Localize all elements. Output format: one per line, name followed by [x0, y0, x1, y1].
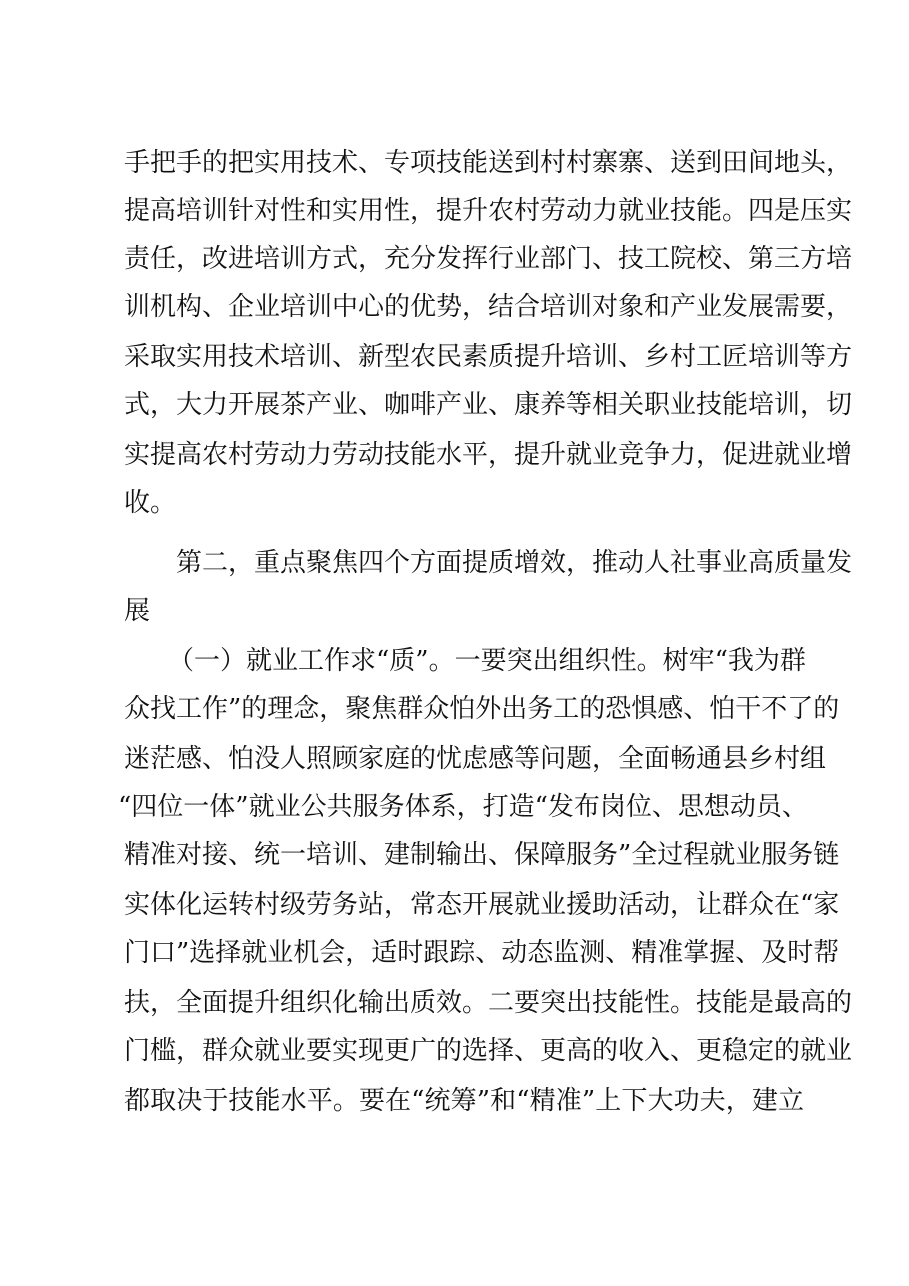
text-line: 责任，改进培训方式，充分发挥行业部门、技工院校、第三方培	[124, 244, 853, 274]
section-heading-line: 第二，重点聚焦四个方面提质增效，推动人社事业高质量发	[176, 548, 853, 578]
text-line: 提高培训针对性和实用性，提升农村劳动力就业技能。四是压实	[124, 196, 853, 226]
text-line: 门口”选择就业机会，适时跟踪、动态监测、精准掌握、及时帮	[124, 938, 840, 968]
text-line: （一）就业工作求“质”。一要突出组织性。树牢“我为群	[168, 646, 806, 676]
section-heading-line: 展	[124, 596, 151, 626]
text-line: 式，大力开展茶产业、咖啡产业、康养等相关职业技能培训，切	[124, 390, 853, 420]
text-line: 精准对接、统一培训、建制输出、保障服务”全过程就业服务链	[124, 840, 840, 870]
text-line: 收。	[124, 488, 177, 518]
text-line: “四位一体”就业公共服务体系，打造“发布岗位、思想动员、	[118, 792, 808, 822]
text-line: 采取实用技术培训、新型农民素质提升培训、乡村工匠培训等方	[124, 342, 853, 372]
text-line: 都取决于技能水平。要在“统筹”和“精准”上下大功夫，建立	[124, 1086, 804, 1116]
text-line: 众找工作”的理念，聚焦群众怕外出务工的恐惧感、怕干不了的	[124, 694, 840, 724]
text-line: 实体化运转村级劳务站，常态开展就业援助活动，让群众在“家	[124, 890, 840, 920]
text-line: 扶，全面提升组织化输出质效。二要突出技能性。技能是最高的	[124, 988, 853, 1018]
text-line: 门槛，群众就业要实现更广的选择、更高的收入、更稳定的就业	[124, 1036, 853, 1066]
text-line: 手把手的把实用技术、专项技能送到村村寨寨、送到田间地头，	[124, 148, 853, 178]
text-line: 实提高农村劳动力劳动技能水平，提升就业竞争力，促进就业增	[124, 440, 853, 470]
text-line: 迷茫感、怕没人照顾家庭的忧虑感等问题，全面畅通县乡村组	[124, 744, 827, 774]
text-line: 训机构、企业培训中心的优势，结合培训对象和产业发展需要，	[124, 292, 853, 322]
